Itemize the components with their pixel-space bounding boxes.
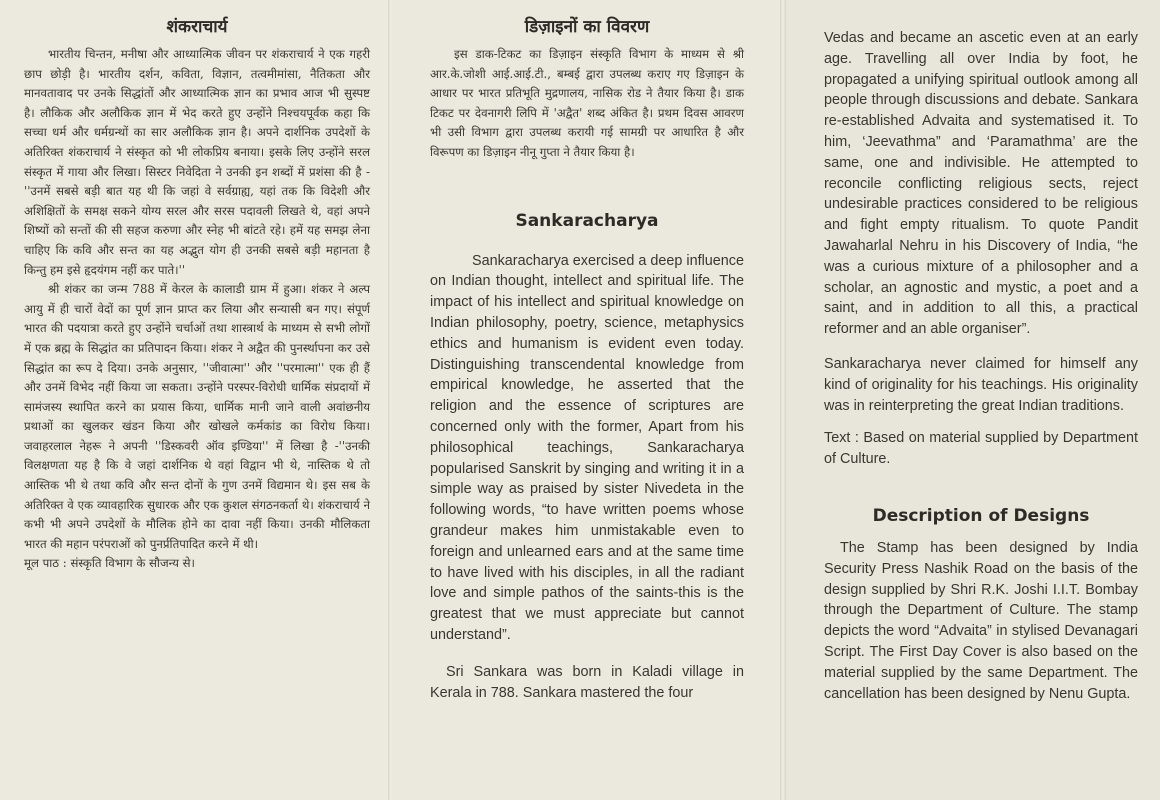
english-paragraph-continued: Vedas and became an ascetic even at an early age. Travelling all over India by foot, he propagated a unifying spiritual outlook among all people through discussions and debate. Sankara re-established Advaita and systematised it. To him, ‘Jeevathma” and ‘Paramathma’ are the same, one and indivisible. He attempted to reconcile conflicting religious sects, reject undesirable practices considered to be religious and fight empty ritualism. To quote Pandit Jawaharlal Nehru in his Discovery of India, “he was a curious mixture of a philosopher and a scholar, an agnostic and mystic, a poet and a saint, and in addition to all this, a practical reformer and an able organiser”. (824, 30, 1138, 338)
left-panel-hindi (0, 0, 388, 800)
english-design-paragraph: The Stamp has been designed by India Security Press Nashik Road on the basis of the design supplied by Shri R.K. Joshi I.I.T. Bombay through the Department of Culture. The stamp depicts the word “Advaita” in stylised Devanagari Script. The First Day Cover is also based on the material supplied by the same Department. The cancellation has been designed by Nenu Gupta. (824, 539, 1138, 702)
english-text-credit: Text : Based on material supplied by Department of Culture. (824, 430, 1138, 468)
middle-panel (392, 0, 780, 800)
hindi-design-paragraph: इस डाक-टिकट का डिज़ाइन संस्कृति विभाग के माध्यम से श्री आर.के.जोशी आई.आई.टी., बम्बई द्वारा उपलब्ध कराए गए डिज़ाइन के आधार पर भारत प्रतिभूति मुद्रणालय, नासिक रोड ने तैयार किया है। डाक टिकट पर देवनागरी लिपि में 'अद्वैत' शब्द अंकित है। प्रथम दिवस आवरण भी उसी विभाग द्वारा उपलब्ध करायी गई सामग्री पर आधारित है और विरूपण का डिज़ाइन नीनू गुप्ता ने तैयार किया है। (430, 47, 744, 159)
right-panel (786, 0, 1160, 800)
english-heading-description-of-designs: Description of Designs (872, 505, 1090, 526)
hindi-heading-design-description: डिज़ाइनों का विवरण (524, 17, 650, 37)
hindi-paragraph-2: श्री शंकर का जन्म 788 में केरल के कालाडी ग्राम में हुआ। शंकर ने अल्प आयु में ही चारों वेदों का पूर्ण ज्ञान प्राप्त कर लिया और सन्यासी बन गए। संपूर्ण भारत की पदयात्रा करते हुए उन्होंने चर्चाओं तथा शास्त्रार्थ के माध्यम से सभी लोगों में एक ब्रह्म के सिद्धांत का प्रतिपादन किया। शंकर ने अद्वैत की पुनर्स्थापना कर उसे सिद्धांत का रूप दे दिया। उनके अनुसार, ''जीवात्मा'' और ''परमात्मा'' एक ही हैं और उनमें विभेद नहीं किया जा सकता। उन्होंने परस्पर-विरोधी धार्मिक संप्रदायों में सामंजस्य स्थापित करने का प्रयास किया, धार्मिक मानी जाने वाली अवांछनीय प्रथाओं का खुलकर खंडन किया और खोखले कर्मकांड का विरोध किया। जवाहरलाल नेहरू ने अपनी ''डिस्कवरी ऑव इण्डिया'' में लिखा है -''उनकी विलक्षणता यह है कि वे जहां दार्शनिक थे वहां विद्वान भी थे, नास्तिक थे तो आस्तिक भी थे तथा कवि और सन्त दोनों के गुण उनमें विद्यमान थे। इस सब के अतिरिक्त वे एक व्यावहारिक सुधारक और एक कुशल संगठनकर्ता थे। शंकराचार्य ने कभी भी अपने उपदेशों के मौलिक होने का दावा नहीं किया। उनकी मौलिकता भारत की महान परंपराओं को पुनर्प्रतिपादित करने में थी। (24, 282, 370, 551)
english-paragraph-1: Sankaracharya exercised a deep influence on Indian thought, intellect and spiritual life. The impact of his intellect and spiritual knowledge on Indian philosophy, poetry, science, metaphysics ethics and humanism is evident even today. Distinguishing transcendental knowledge from empirical knowledge, he asserted that the religion and the essence of scriptures are concerned only with the former, Apart from his philosophical teachings, Sankaracharya popularised Sanskrit by singing and writing it in a simple way as praised by sister Nivedeta in the following words, “to have written poems whose grandeur makes him unmistakable even to foreign and unlearned ears and at the same time to have lived with his disciples, in all the radiant love and simple pathos of the saints-this is the greatest that we must appreciate but cannot understand”. (430, 252, 744, 643)
hindi-credit-line: मूल पाठ : संस्कृति विभाग के सौजन्य से। (24, 556, 195, 571)
english-paragraph-originality: Sankaracharya never claimed for himself any kind of originality for his teachings. His originality was in reinterpreting the great Indian traditions. (824, 355, 1138, 414)
hindi-heading-sankaracharya: शंकराचार्य (166, 17, 228, 37)
hindi-paragraph-1: भारतीय चिन्तन, मनीषा और आध्यात्मिक जीवन पर शंकराचार्य ने एक गहरी छाप छोड़ी है। भारतीय दर्शन, कविता, विज्ञान, तत्वमीमांसा, नैतिकता और मानवतावाद पर उनके सिद्धांतों और आध्यात्मिक ज्ञान का प्रभाव आज भी सुस्पष्ट है। लौकिक और अलौकिक ज्ञान में भेद करते हुए उन्होंने निश्चयपूर्वक कहा कि सच्चा धर्म और धर्मग्रन्थों का सार अलौकिक ज्ञान है। अपने दार्शनिक उपदेशों के अतिरिक्त शंकराचार्य ने संस्कृत को भी लोकप्रिय बनाया। इसके लिए उन्होंने सरल संस्कृत में गाया और लिखा। सिस्टर निवेदिता ने उनकी इन शब्दों में प्रशंसा की है - ''उनमें सबसे बड़ी बात यह थी कि जहां वे सर्वग्राह्य, यहां तक कि विदेशी और अशिक्षितों के समक्ष सकने योग्य सरल और सरस पदावली लिखते थे, वहां अपने शिष्यों को सन्तों की सी सहज करुणा और स्नेह भी बांटते रहे। हमें यह समझ लेना चाहिए कि कवि और सन्त का यह अद्भुत योग ही उनकी सबसे बड़ी महानता है किन्तु हम इसे हृदयंगम नहीं कर पाते।'' (24, 47, 370, 277)
english-heading-sankaracharya: Sankaracharya (515, 210, 659, 231)
english-paragraph-2: Sri Sankara was born in Kaladi village in Kerala in 788. Sankara mastered the four (430, 663, 744, 701)
